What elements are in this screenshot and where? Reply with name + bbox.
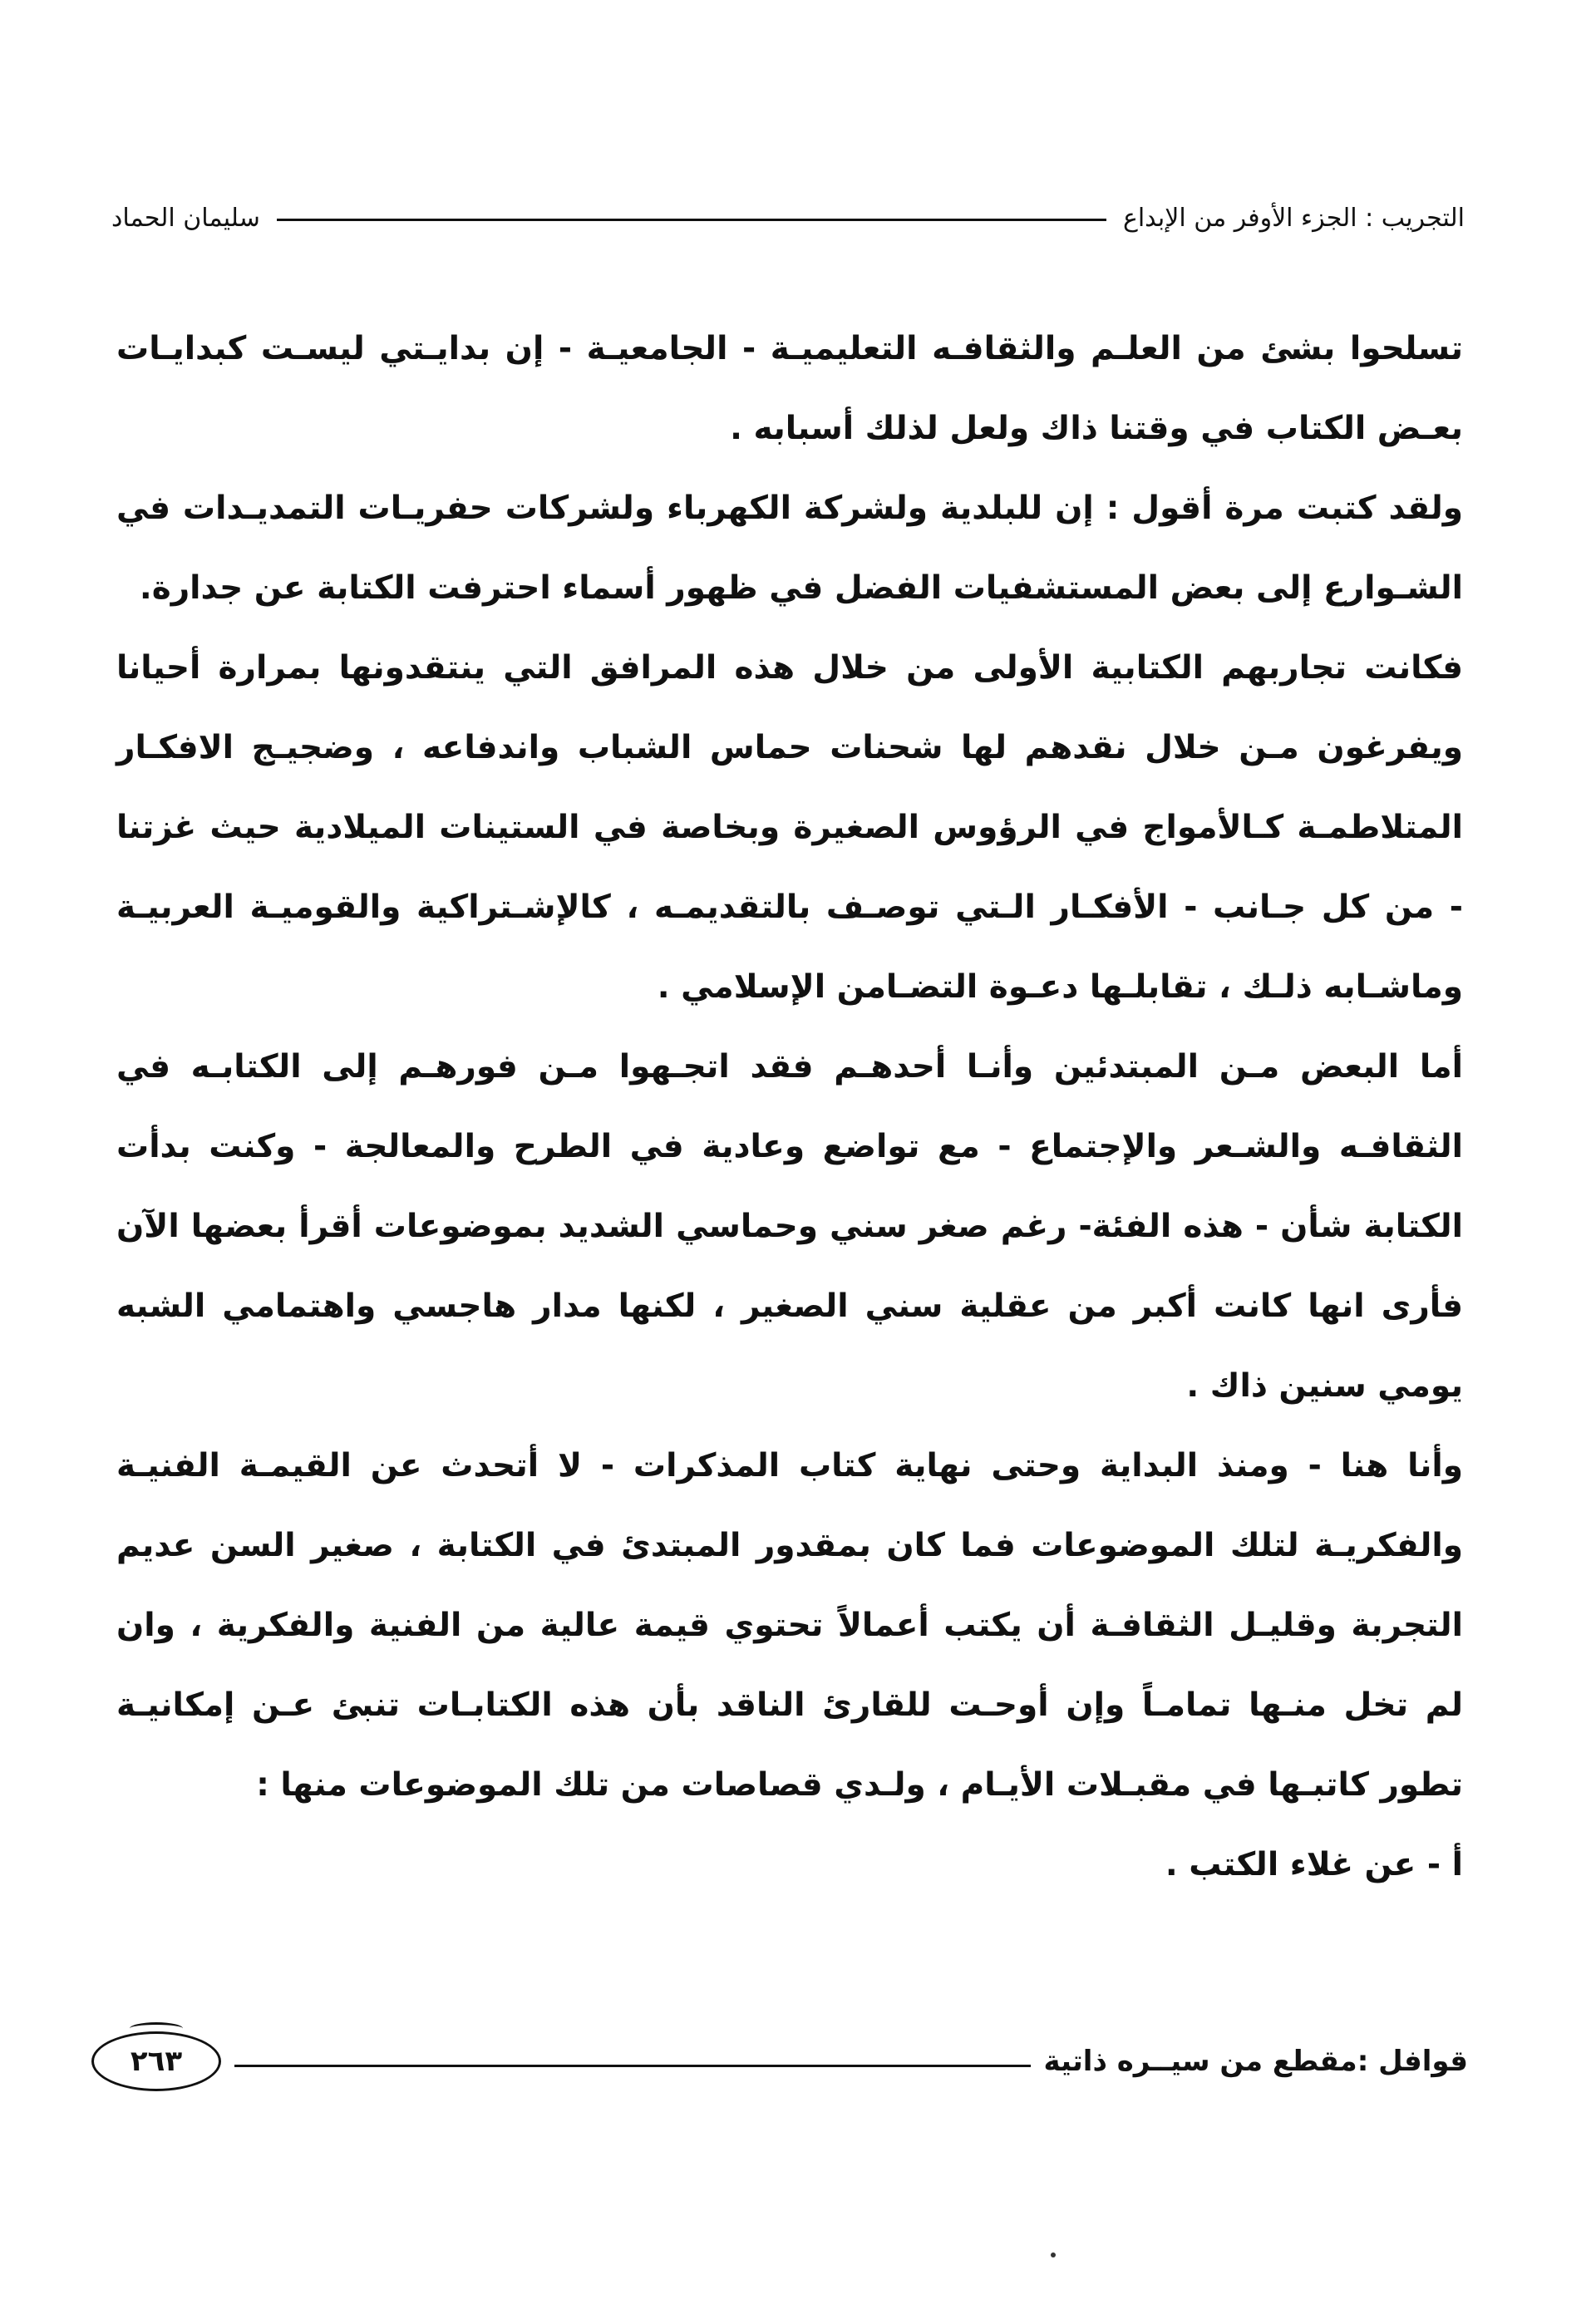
footer-rule [234,2065,1031,2067]
paragraph: أما البعض مـن المبتدئين وأنـا أحدهـم فقد اتجـهوا مـن فورهـم إلى الكتابـه في الثقافـه والشـعر والإجتماع - مع تواضع وعادية في الطرح والمعالجة - وكنت بدأت الكتابة شأن - هذه الفئة- رغم صغر سني وحماسي الشديد بموضوعات أقرأ بعضها الآن فأرى انها كانت أكبر من عقلية سني الصغير ، لكنها مدار هاجسي واهتمامي الشبه يومي سنين ذاك . [116,1048,1463,1405]
paragraph: فكانت تجاربهم الكتابية الأولى من خلال هذه المرافق التي ينتقدونها بمرارة أحيانا ويفرغون مـن خلال نقدهم لها شحنات حماس الشباب واندفاعه ، وضجيـج الافكـار المتلاطمـة كـالأمواج في الرؤوس الصغيرة وبخاصة في الستينات الميلادية حيث غزتنا - من كل جـانب - الأفكـار الـتي توصـف بالتقديمـه ، كالإشـتراكية والقوميـة العربيـة وماشـابه ذلـك ، تقابلـها دعـوة التضـامن الإسلامي . [116,649,1463,1006]
paragraph: وأنا هنا - ومنذ البداية وحتى نهاية كتاب المذكرات - لا أتحدث عن القيمـة الفنيـة والفكريـة لتلك الموضوعات فما كان بمقدور المبتدئ في الكتابة ، صغير السن عديم التجربة وقليـل الثقافـة أن يكتب أعمالاً تحتوي قيمة عالية من الفنية والفكرية ، وان لم تخل منـها تمامـاً وإن أوحـت للقارئ الناقد بأن هذه الكتابـات تنبئ عـن إمكانيـة تطور كاتبـها في مقبـلات الأيـام ، ولـدي قصاصات من تلك الموضوعات منها : [116,1447,1463,1804]
paragraph: ولقد كتبت مرة أقول : إن للبلدية ولشركة الكهرباء ولشركات حفريـات التمديـدات في الشـوارع إلى بعض المستشفيات الفضل في ظهور أسماء احترفت الكتابة عن جدارة. [116,490,1463,607]
ink-dot [1051,2252,1056,2257]
header-rule [277,219,1106,221]
page-body [116,309,1463,1905]
page-number-badge [91,2031,221,2091]
page-number: ٢٦٣ [130,2045,183,2078]
paragraph: أ - عن غلاء الكتب . [1165,1846,1463,1883]
running-header [111,193,1465,243]
running-footer [91,2028,1468,2095]
footer-title: قوافل :مقطع من سيــره ذاتية [1043,2045,1468,2078]
header-author: سليمان الحماد [111,203,260,233]
header-title: التجريب : الجزء الأوفر من الإبداع [1122,203,1465,233]
paragraph: تسلحوا بشئ من العلـم والثقافـه التعليميـة - الجامعيـة - إن بدايـتي ليسـت كبدايـات بعـض الكتاب في وقتنا ذاك ولعل لذلك أسبابه . [116,330,1463,447]
